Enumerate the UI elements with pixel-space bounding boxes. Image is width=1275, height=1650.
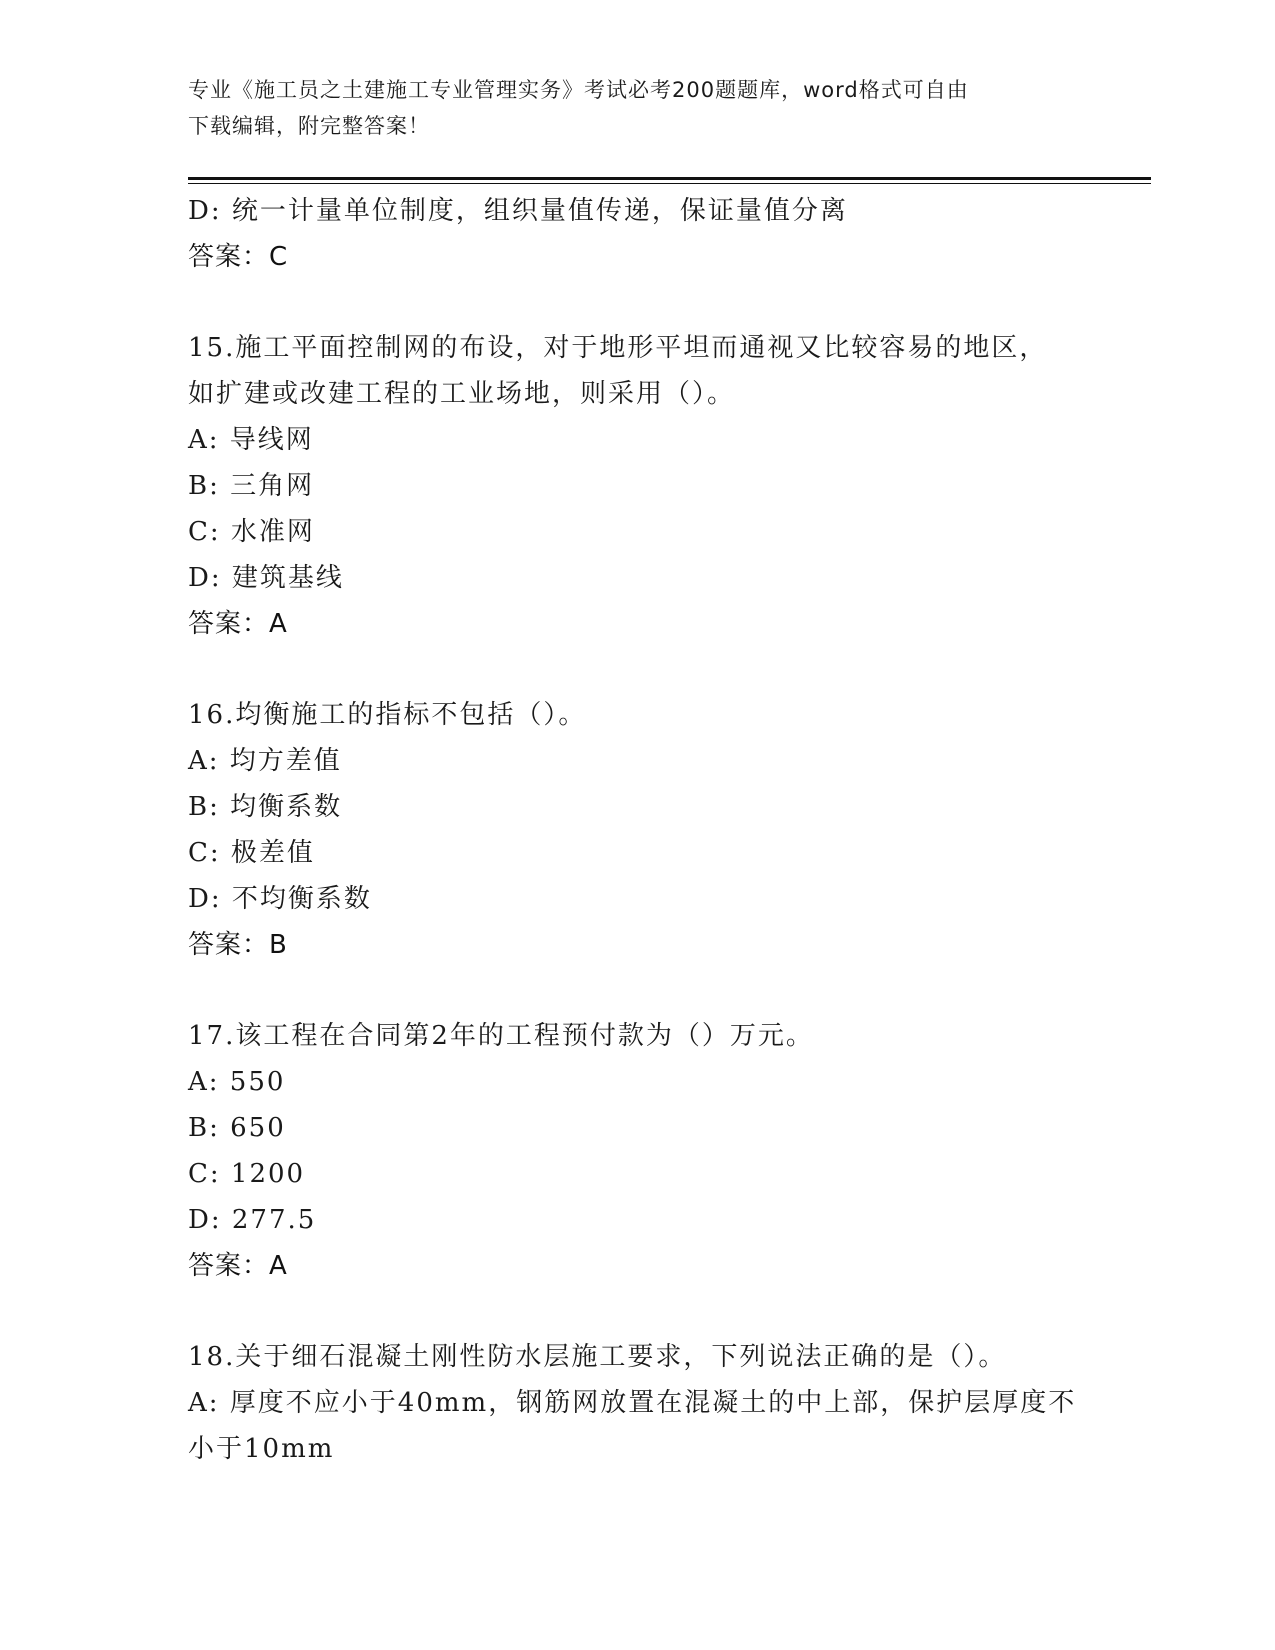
spacer xyxy=(188,647,1088,692)
q16-option-d: D: 不均衡系数 xyxy=(188,884,372,914)
q18-stem-line-1: 18.关于细石混凝土刚性防水层施工要求，下列说法正确的是（）。 xyxy=(188,1342,1007,1372)
q15-option-b: B: 三角网 xyxy=(188,471,315,501)
page-header xyxy=(188,72,1068,144)
q17-option-a: A: 550 xyxy=(188,1067,286,1097)
q17-stem-line-1: 17.该工程在合同第2年的工程预付款为（）万元。 xyxy=(188,1021,814,1051)
q15-option-a: A: 导线网 xyxy=(188,425,314,455)
header-divider-thin xyxy=(188,183,1151,184)
spacer xyxy=(188,1289,1088,1334)
q16-stem-line-1: 16.均衡施工的指标不包括（）。 xyxy=(188,700,587,730)
spacer xyxy=(188,280,1088,325)
q15-answer: 答案：A xyxy=(188,609,288,639)
q15-option-d: D: 建筑基线 xyxy=(188,563,344,593)
header-line-1: 专业《施工员之土建施工专业管理实务》考试必考200题题库，word格式可自由 xyxy=(188,78,969,102)
q18-option-a-line-2: 小于10mm xyxy=(188,1434,335,1464)
q17-option-d: D: 277.5 xyxy=(188,1205,317,1235)
question-content xyxy=(188,188,1088,1472)
q16-option-c: C: 极差值 xyxy=(188,838,315,868)
header-line-2: 下载编辑，附完整答案！ xyxy=(188,114,430,138)
q17-option-c: C: 1200 xyxy=(188,1159,306,1189)
q15-stem-line-2: 如扩建或改建工程的工业场地，则采用（）。 xyxy=(188,379,736,409)
header-divider-thick xyxy=(188,177,1151,180)
q18-option-a-line-1: A: 厚度不应小于40mm，钢筋网放置在混凝土的中上部，保护层厚度不 xyxy=(188,1388,1077,1418)
q14-answer: 答案：C xyxy=(188,242,289,272)
q17-answer: 答案：A xyxy=(188,1251,288,1281)
q16-option-b: B: 均衡系数 xyxy=(188,792,343,822)
q16-answer: 答案：B xyxy=(188,930,288,960)
q16-option-a: A: 均方差值 xyxy=(188,746,342,776)
q14-option-d: D: 统一计量单位制度，组织量值传递，保证量值分离 xyxy=(188,196,848,226)
spacer xyxy=(188,968,1088,1013)
q15-stem-line-1: 15.施工平面控制网的布设，对于地形平坦而通视又比较容易的地区， xyxy=(188,333,1048,363)
q17-option-b: B: 650 xyxy=(188,1113,286,1143)
q15-option-c: C: 水准网 xyxy=(188,517,315,547)
